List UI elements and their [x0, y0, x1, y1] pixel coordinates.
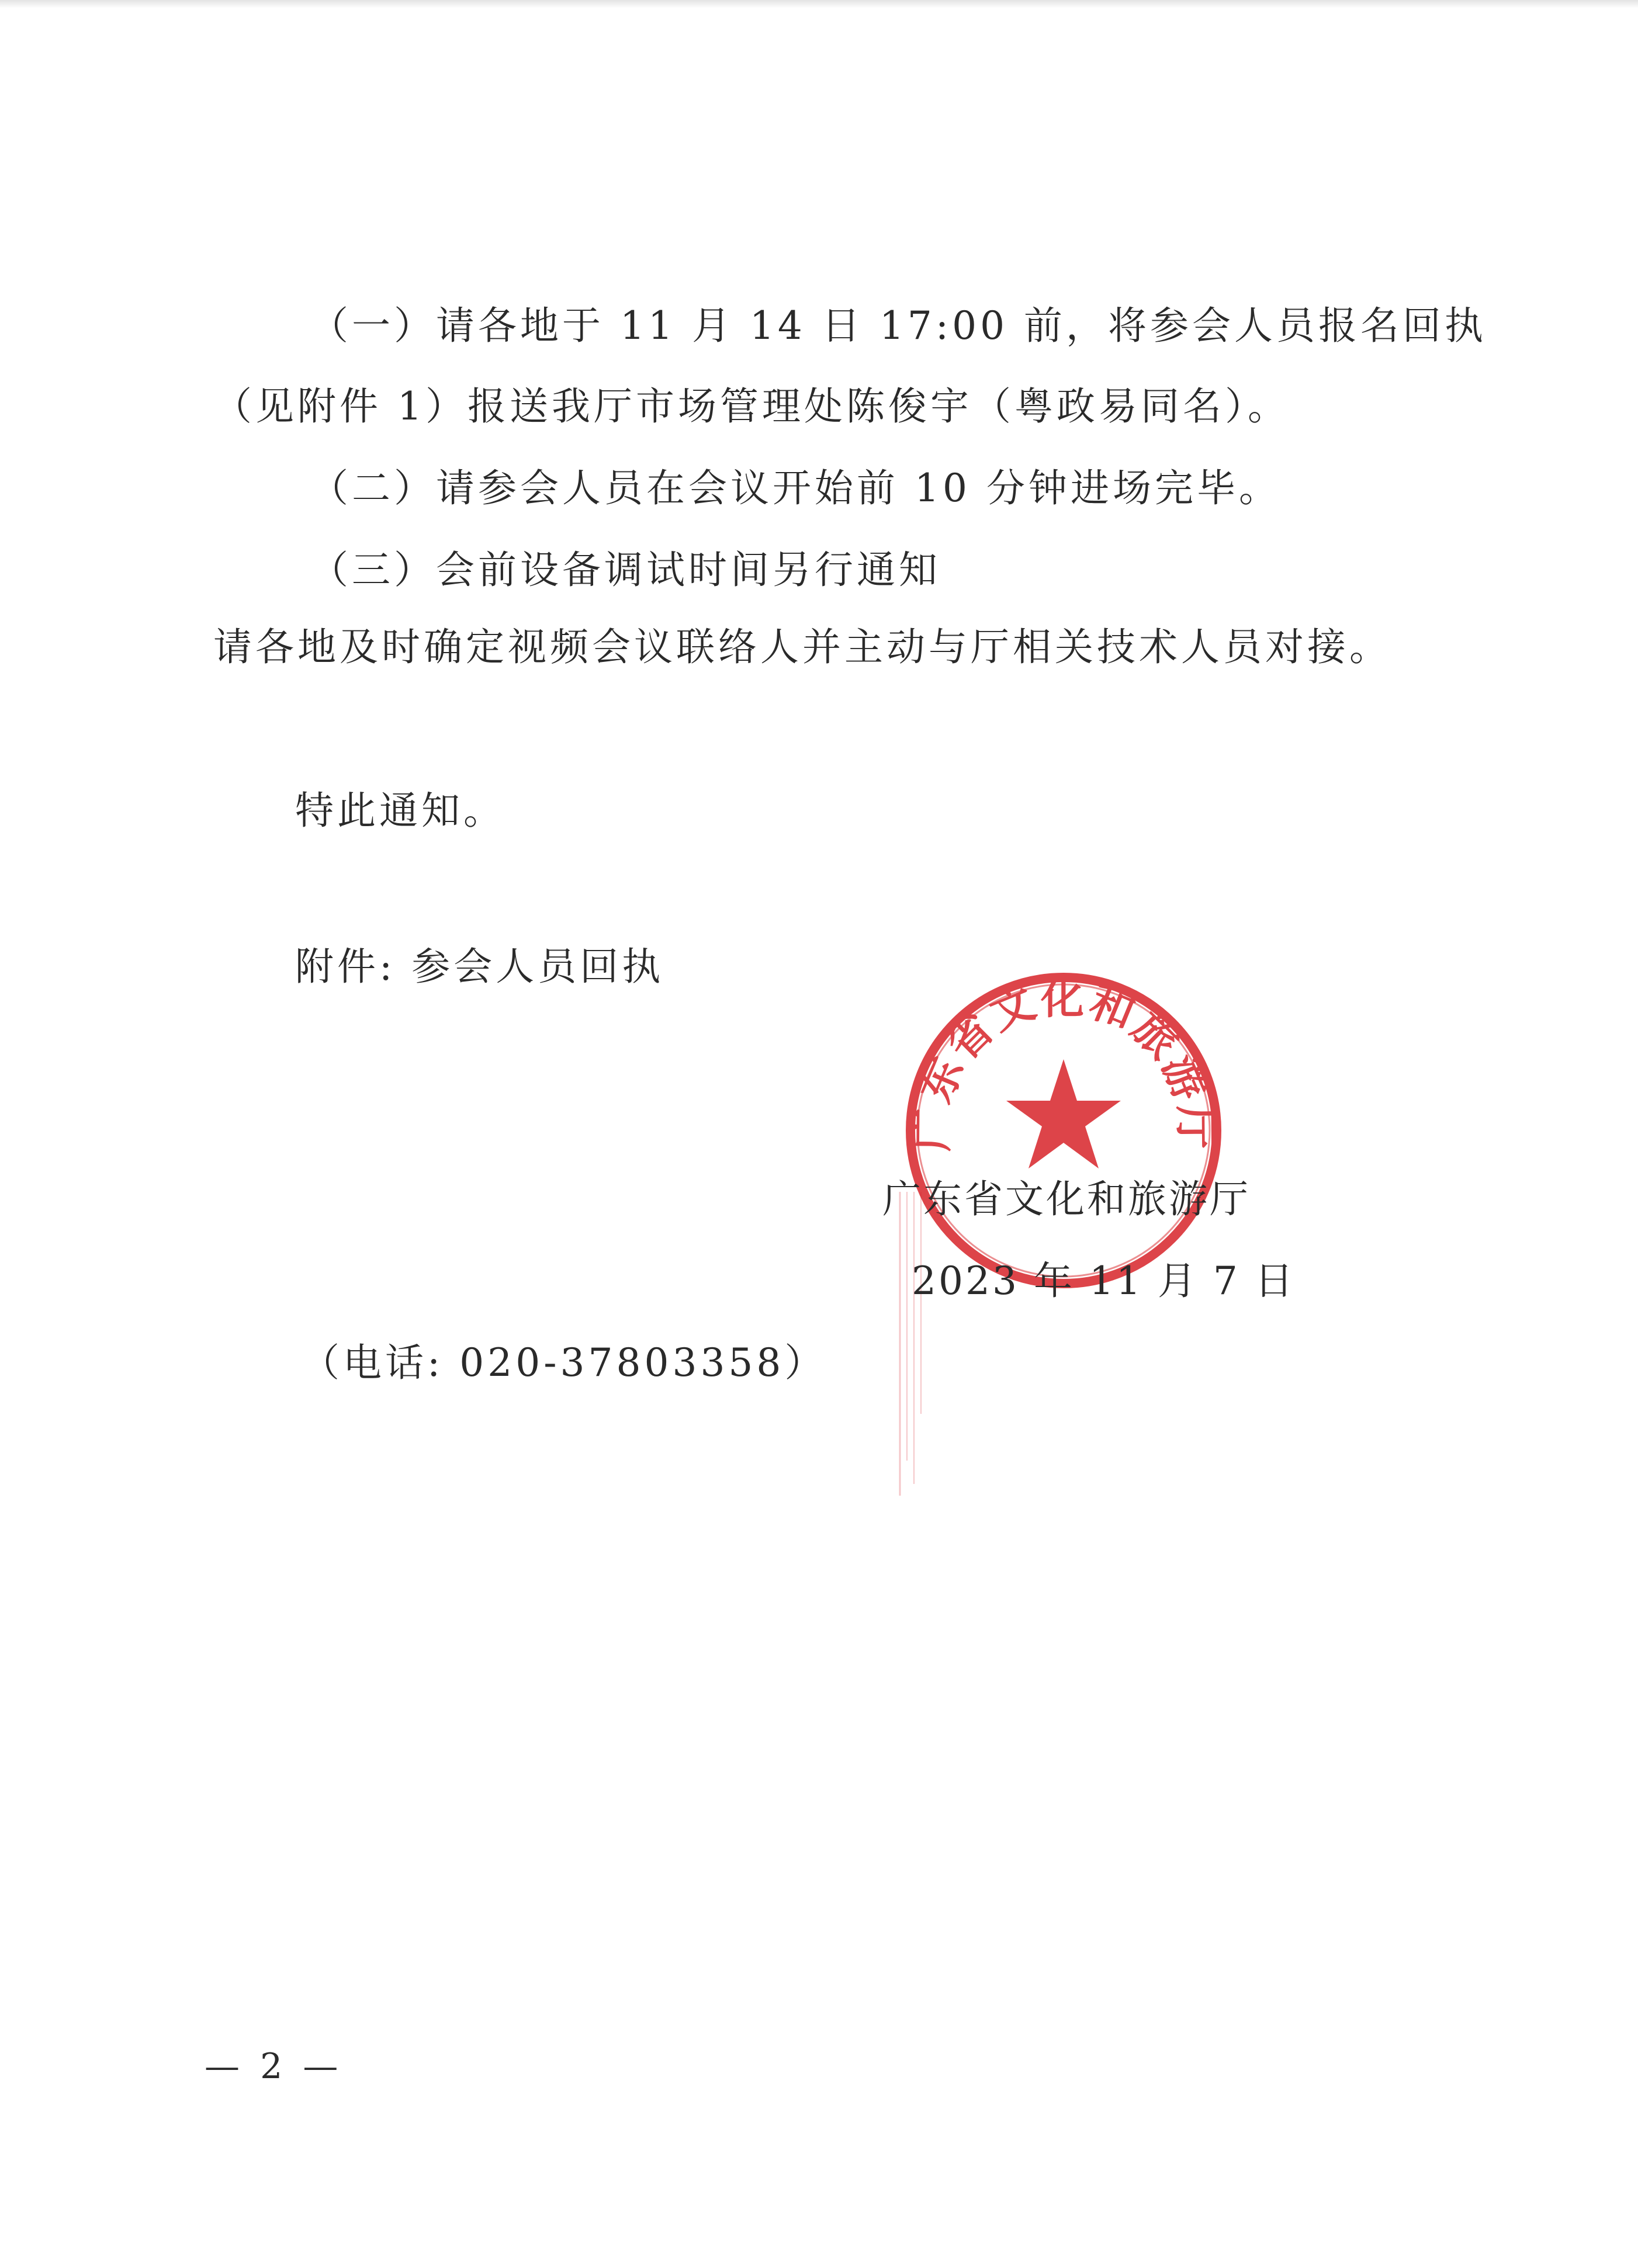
- official-seal: [900, 967, 1227, 1294]
- paragraph-item1-line2: （见附件 1）报送我厅市场管理处陈俊宇（粤政易同名）。: [213, 384, 1290, 429]
- seal-graphic: [900, 967, 1227, 1294]
- paragraph-item3: （三）会前设备调试时间另行通知: [310, 547, 941, 592]
- closing-text: 特此通知。: [295, 788, 505, 833]
- paragraph-item2: （二）请参会人员在会议开始前 10 分钟进场完毕。: [310, 466, 1281, 511]
- issue-date: 2023 年 11 月 7 日: [912, 1258, 1296, 1303]
- phone-line: （电话: 020-37803358）: [301, 1340, 827, 1385]
- issuer-signature: 广东省文化和旅游厅: [882, 1177, 1251, 1222]
- scan-edge-shadow: [0, 0, 1638, 8]
- seal-ink-bleed: [894, 1192, 929, 1496]
- seal-text: 广东省文化和旅游厅: [906, 973, 1221, 1152]
- page-number: — 2 —: [205, 2046, 343, 2087]
- paragraph-item1-line1: （一）请各地于 11 月 14 日 17:00 前，将参会人员报名回执: [310, 303, 1487, 348]
- paragraph-item3-continuation: 请各地及时确定视频会议联络人并主动与厅相关技术人员对接。: [213, 625, 1391, 670]
- attachment-line: 附件: 参会人员回执: [295, 944, 664, 989]
- seal-star-icon: [1006, 1059, 1121, 1168]
